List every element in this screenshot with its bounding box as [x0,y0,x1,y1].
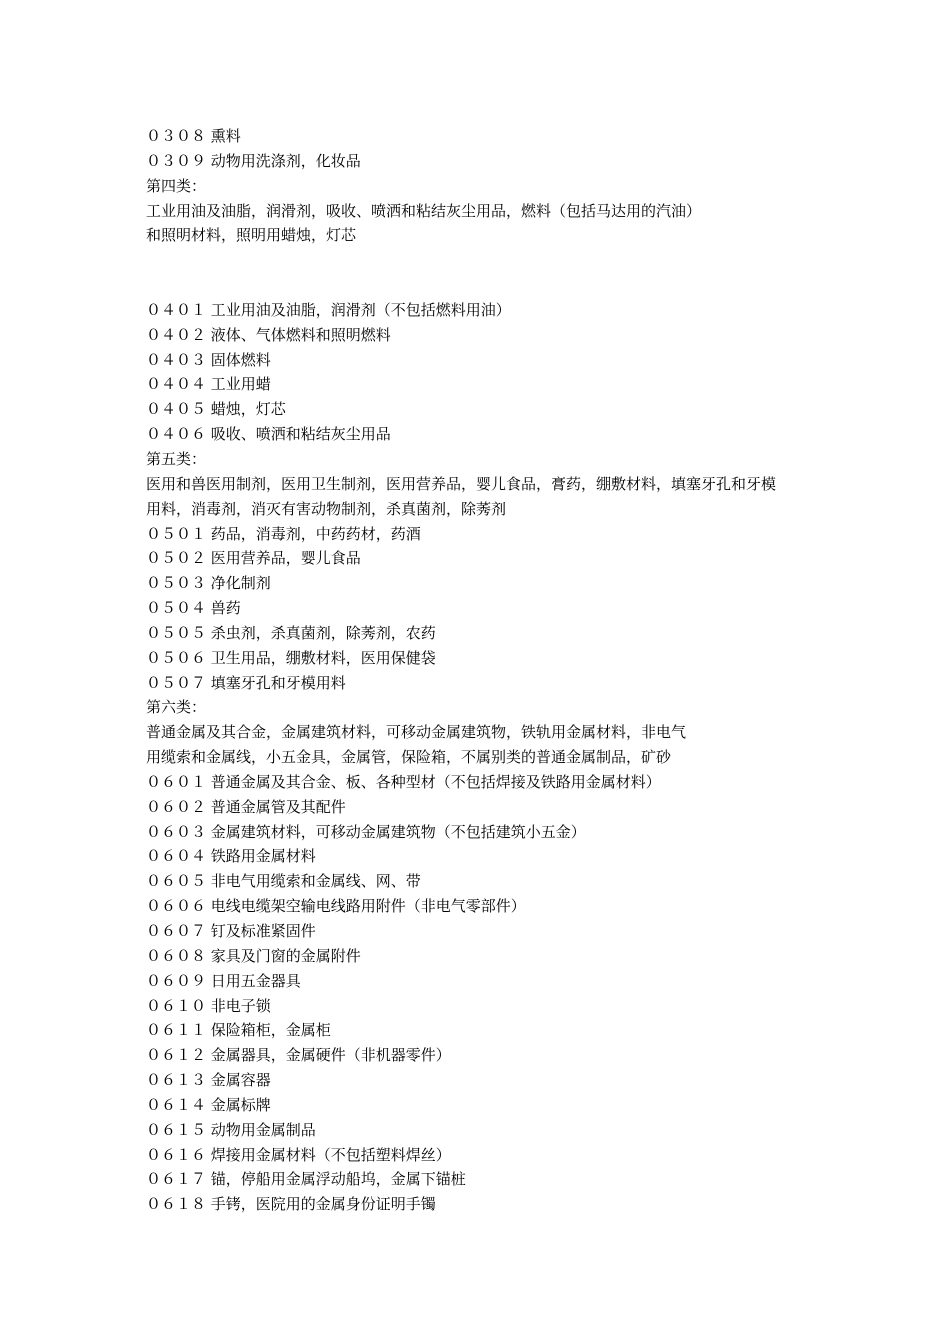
section-description: 工业用油及油脂，润滑剂，吸收、喷洒和粘结灰尘用品，燃料（包括马达用的汽油） [146,201,702,220]
text-line: ０４０４ 工业用蜡 [146,375,271,394]
text-line: ０６０４ 铁路用金属材料 [146,847,316,866]
text-line: ０６０９ 日用五金器具 [146,971,301,990]
blank-gap [146,248,826,298]
text-line: ０６１１ 保险箱柜，金属柜 [146,1021,331,1040]
text-line: ０６０１ 普通金属及其合金、板、各种型材（不包括焊接及铁路用金属材料） [146,772,661,791]
text-line: ０６０８ 家具及门窗的金属附件 [146,946,361,965]
text-line: ０４０２ 液体、气体燃料和照明燃料 [146,325,391,344]
text-line: ０５０７ 填塞牙孔和牙模用料 [146,673,346,692]
text-line: ０５０５ 杀虫剂，杀真菌剂，除莠剂，农药 [146,623,436,642]
section-description: 用缆索和金属线，小五金具，金属管，保险箱，不属别类的普通金属制品，矿砂 [146,748,672,767]
text-line: ０４０６ 吸收、喷洒和粘结灰尘用品 [146,425,391,444]
text-line: ０６０６ 电线电缆架空输电线路用附件（非电气零部件） [146,897,526,916]
section-description: 医用和兽医用制剂，医用卫生制剂，医用营养品，婴儿食品，膏药，绷敷材料，填塞牙孔和牙模 [146,474,777,493]
text-line: ０６１４ 金属标牌 [146,1095,271,1114]
text-line: ０６０７ 钉及标准紧固件 [146,922,316,940]
text-line: ０４０５ 蜡烛，灯芯 [146,400,286,419]
text-line: ０５０４ 兽药 [146,599,241,618]
text-line: ０６１３ 金属容器 [146,1071,271,1090]
text-line: ０６１６ 焊接用金属材料（不包括塑料焊丝） [146,1145,451,1164]
text-line: ０３０８ 熏料 [146,127,241,145]
text-line: ０６１５ 动物用金属制品 [146,1120,316,1139]
document-page [146,124,826,1217]
section-heading: 第六类： [146,698,207,717]
section-description: 和照明材料，照明用蜡烛，灯芯 [146,226,357,245]
section-description: 普通金属及其合金，金属建筑材料，可移动金属建筑物，铁轨用金属材料，非电气 [146,723,687,742]
text-line: ０６０２ 普通金属管及其配件 [146,797,346,816]
text-line: ０５０３ 净化制剂 [146,574,271,593]
text-line: ０５０６ 卫生用品，绷敷材料，医用保健袋 [146,648,436,667]
text-line: ０６１０ 非电子锁 [146,996,271,1015]
section-description: 用料，消毒剂，消灭有害动物制剂，杀真菌剂，除莠剂 [146,499,507,518]
text-line: ０６１８ 手铐，医院用的金属身份证明手镯 [146,1195,436,1214]
text-line: ０６０３ 金属建筑材料，可移动金属建筑物（不包括建筑小五金） [146,822,586,841]
text-line: ０６１７ 锚，停船用金属浮动船坞，金属下锚桩 [146,1170,466,1189]
text-line: ０４０３ 固体燃料 [146,350,271,369]
text-line: ０３０９ 动物用洗涤剂，化妆品 [146,151,361,170]
section-heading: 第五类： [146,449,207,468]
text-line: ０６１２ 金属器具，金属硬件（非机器零件） [146,1046,451,1065]
text-line: ０６０５ 非电气用缆索和金属线、网、带 [146,872,421,891]
section-heading: 第四类： [146,176,207,195]
text-line: ０５０２ 医用营养品，婴儿食品 [146,549,361,568]
text-line: ０４０１ 工业用油及油脂，润滑剂（不包括燃料用油） [146,300,511,319]
text-line: ０５０１ 药品，消毒剂，中药药材，药酒 [146,524,421,543]
